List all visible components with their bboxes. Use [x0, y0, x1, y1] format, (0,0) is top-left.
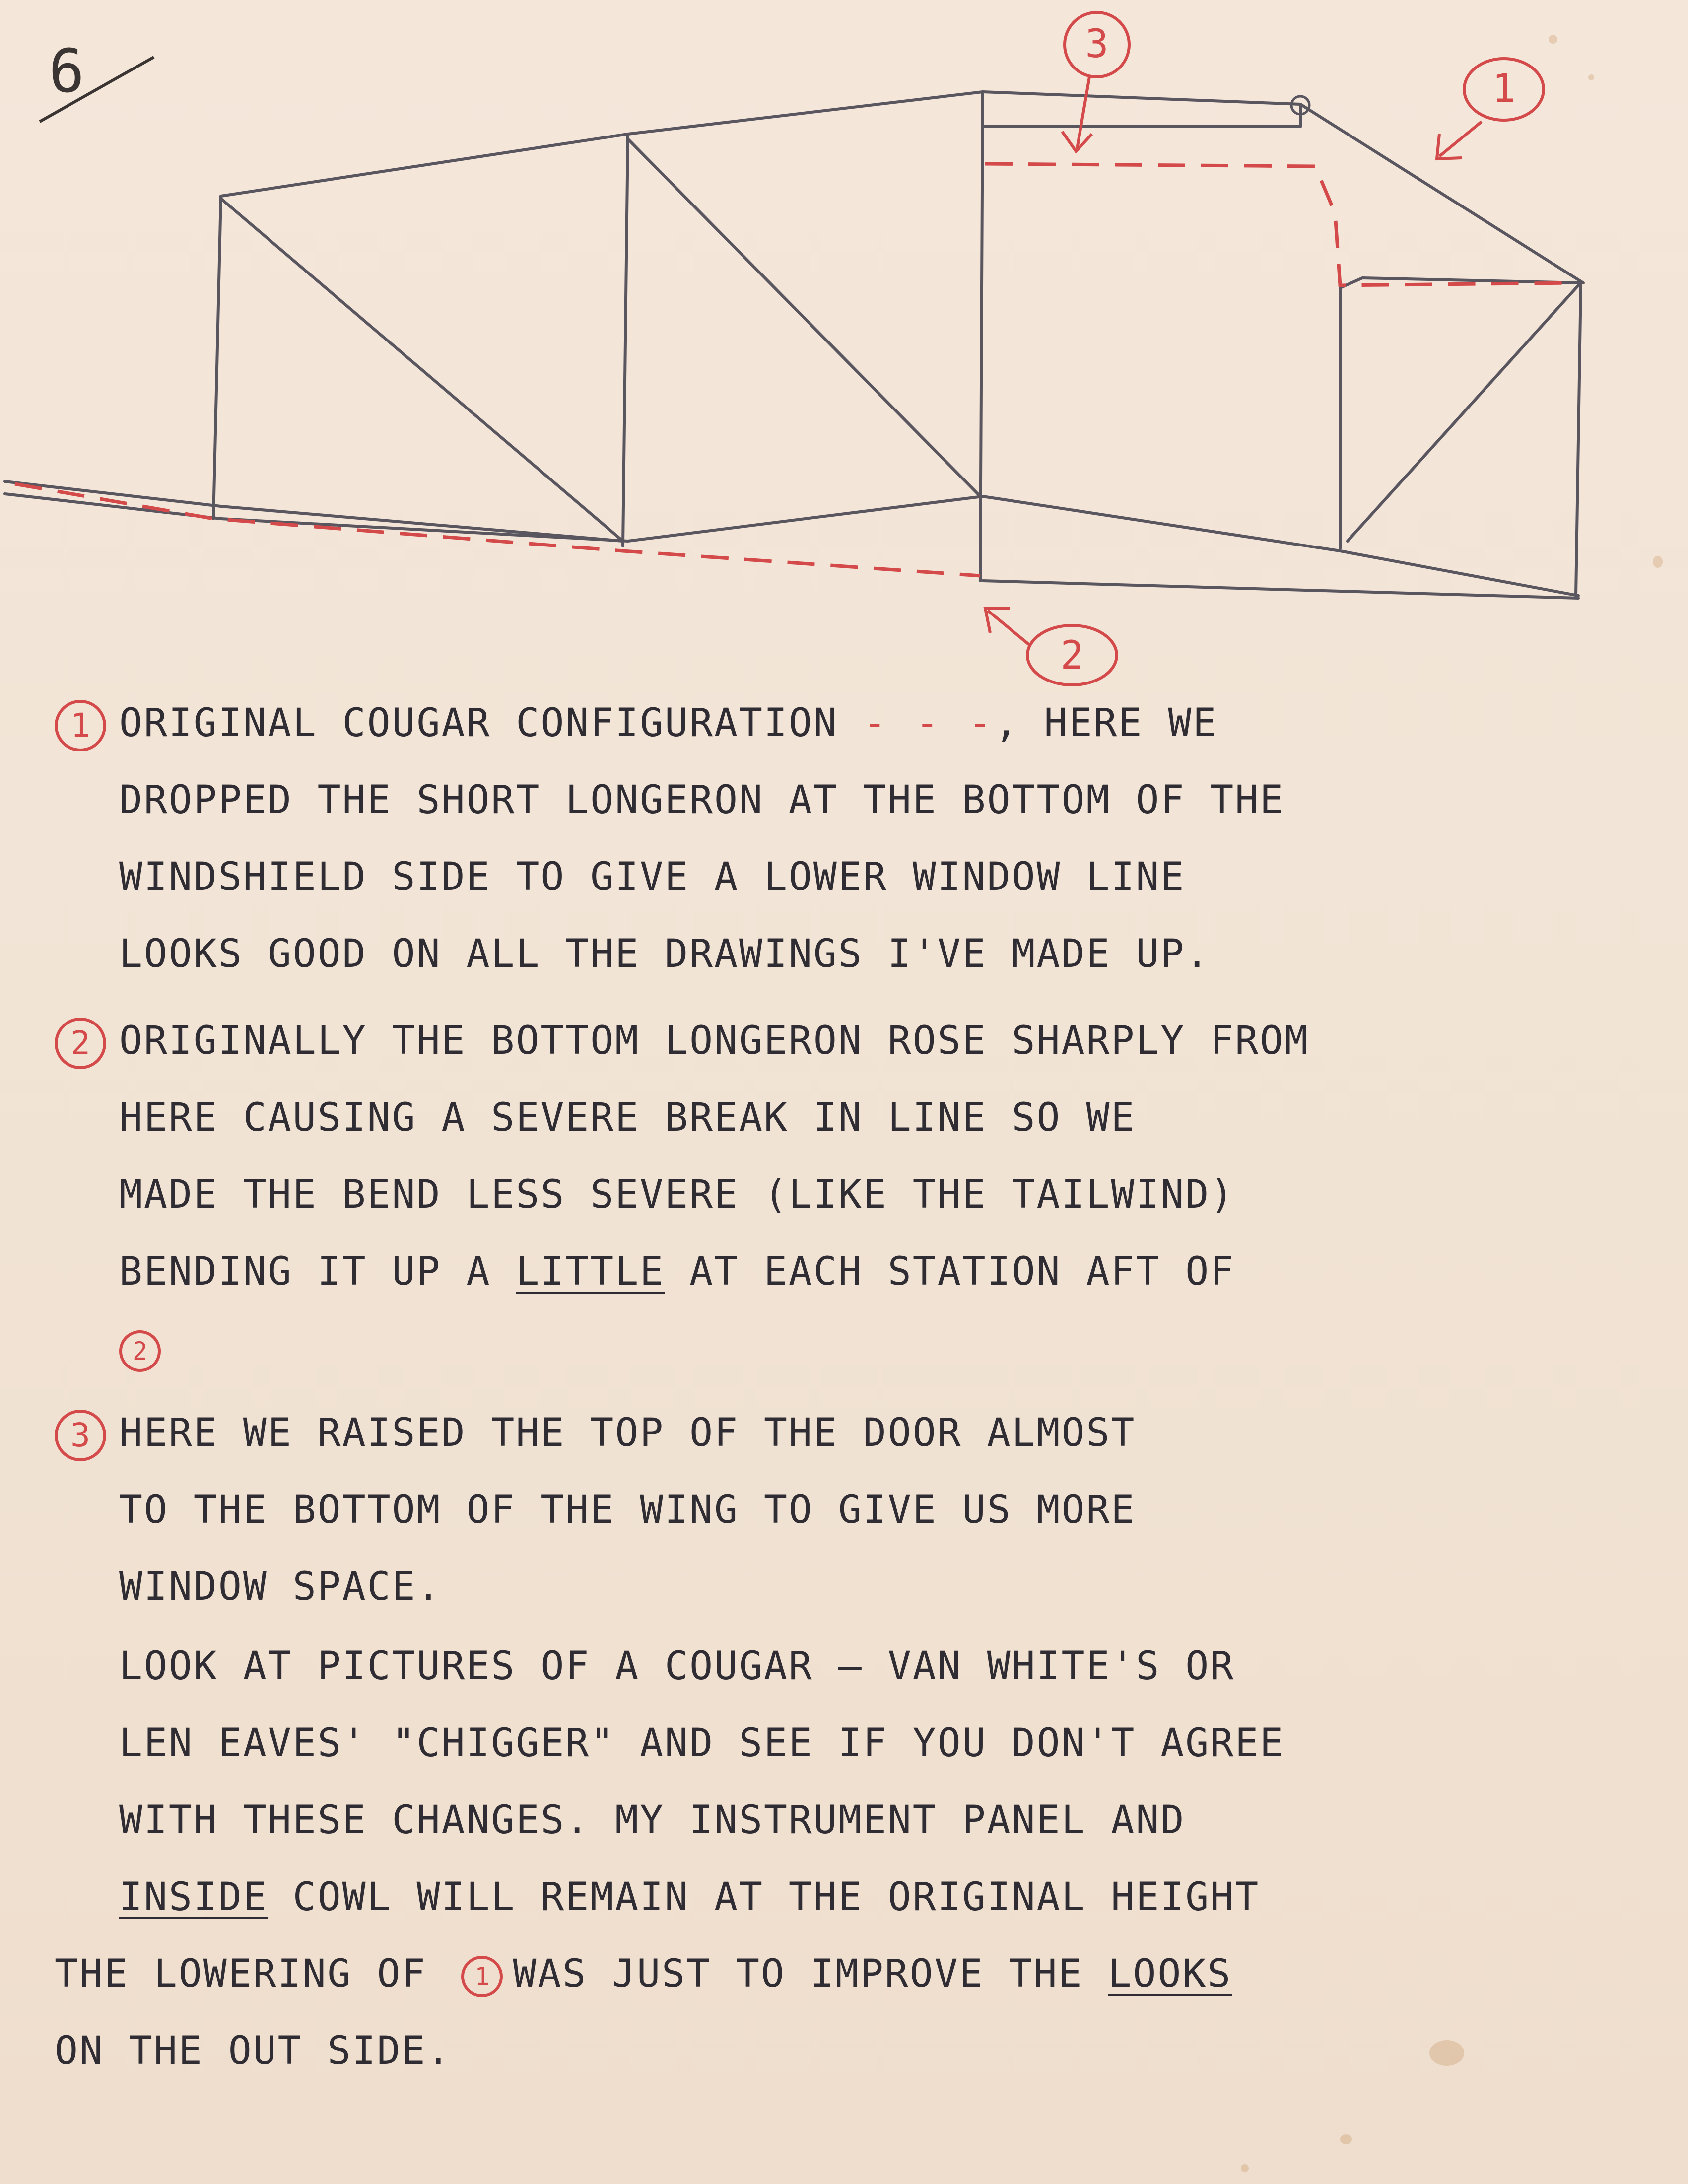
note-1-line-1: [55, 685, 1618, 762]
note-2-marker: 2: [55, 1018, 106, 1069]
callout-3: [1062, 12, 1129, 151]
note-2-text: ORIGINALLY THE BOTTOM LONGERON ROSE SHARPLY FROM: [119, 1019, 1310, 1063]
stain-spot: [1340, 2134, 1352, 2144]
callout-3-label: 3: [1085, 22, 1109, 67]
note-2-line-2: HERE CAUSING A SEVERE BREAK IN LINE SO WE: [119, 1095, 1136, 1140]
note-1: [55, 685, 1618, 993]
underlined-word: LOOKS: [1108, 1952, 1232, 1996]
note-3-line-2: TO THE BOTTOM OF THE WING TO GIVE US MORE: [119, 1488, 1136, 1532]
underlined-word: LITTLE: [516, 1249, 665, 1294]
note-2-line-1: [55, 1003, 1618, 1080]
note-2-line-3: MADE THE BEND LESS SEVERE (LIKE THE TAILWIND): [119, 1172, 1235, 1217]
note-2: [55, 1003, 1618, 1387]
closing-line-3: WITH THESE CHANGES. MY INSTRUMENT PANEL AND: [119, 1798, 1186, 1843]
note-2-ref-marker: 2: [119, 1330, 161, 1372]
note-1-line-2: DROPPED THE SHORT LONGERON AT THE BOTTOM OF THE: [119, 778, 1285, 822]
note-3-line-3: WINDOW SPACE.: [119, 1565, 442, 1609]
closing-line-4: [55, 1859, 1618, 1936]
closing-line-6: ON THE OUT SIDE.: [55, 2029, 452, 2073]
note-3-marker: 3: [55, 1410, 106, 1461]
stain-spot: [1241, 2164, 1249, 2172]
callout-2: [985, 608, 1117, 685]
note-1-marker: 1: [55, 700, 106, 751]
closing-line-2: LEN EAVES' "CHIGGER" AND SEE IF YOU DON'T AGREE: [119, 1721, 1285, 1766]
closing-text: WAS JUST TO IMPROVE THE: [513, 1952, 1083, 1996]
closing-paragraph: [55, 1628, 1618, 2090]
underlined-word: INSIDE: [119, 1875, 268, 1919]
note-2-line-5: [55, 1310, 1618, 1387]
note-2-text: BENDING IT UP A: [119, 1249, 491, 1294]
note-3-text: HERE WE RAISED THE TOP OF THE DOOR ALMOST: [119, 1411, 1136, 1455]
callout-2-label: 2: [1060, 633, 1084, 678]
note-1-line-3: WINDSHIELD SIDE TO GIVE A LOWER WINDOW LINE: [119, 855, 1186, 899]
closing-text: COWL WILL REMAIN AT THE ORIGINAL HEIGHT: [292, 1875, 1260, 1919]
note-2-text: AT EACH STATION AFT OF: [689, 1249, 1235, 1294]
callout-1-label: 1: [1492, 67, 1516, 111]
dashed-line-legend: - - -: [863, 701, 995, 746]
note-3: [55, 1395, 1618, 1626]
note-3-line-1: [55, 1395, 1618, 1472]
fuselage-truss-diagram: [0, 0, 1688, 705]
closing-line-1: LOOK AT PICTURES OF A COUGAR — VAN WHITE'S OR: [119, 1644, 1235, 1689]
note-1-text: , HERE WE: [994, 701, 1218, 746]
closing-ref-marker: 1: [461, 1956, 503, 1997]
note-1-text: ORIGINAL COUGAR CONFIGURATION: [119, 701, 838, 746]
note-1-line-4: LOOKS GOOD ON ALL THE DRAWINGS I'VE MADE UP.: [119, 932, 1211, 976]
closing-text: THE LOWERING OF: [55, 1952, 427, 1996]
closing-line-5: [55, 1936, 1618, 2013]
page-number-text: 6: [49, 37, 85, 106]
callout-1: [1437, 59, 1544, 159]
note-2-line-4: [55, 1233, 1618, 1310]
